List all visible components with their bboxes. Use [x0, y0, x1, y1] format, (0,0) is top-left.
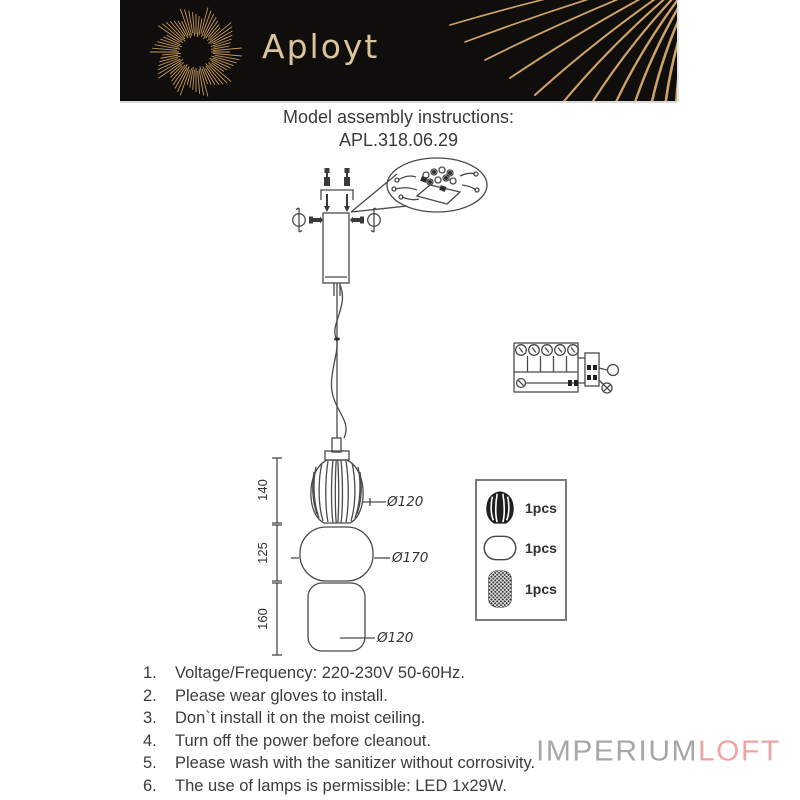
instruction-number: 3. [143, 709, 157, 728]
part-row-crosshatch-shade [482, 568, 560, 610]
part-qty: 1pcs [525, 500, 557, 516]
watermark-part1: IMPERIUM [536, 735, 698, 768]
model-number: APL.318.06.29 [338, 130, 459, 150]
dim-top-height: 140 [255, 479, 270, 501]
dim-top-diameter: Ø120 [387, 494, 424, 510]
instruction-text: Don`t install it on the moist ceiling. [175, 709, 426, 728]
instruction-item [143, 685, 703, 708]
brand-name: Aployt [262, 27, 380, 66]
sunburst-logo-icon [146, 2, 246, 102]
dimension-lines [255, 458, 428, 655]
dim-middle-diameter: Ø170 [392, 550, 429, 566]
instruction-number: 1. [143, 664, 157, 682]
dim-bottom-diameter: Ø120 [377, 630, 414, 646]
instruction-text: Turn off the power before cleanout. [175, 731, 431, 750]
page-title: Model assembly instructions: [282, 107, 515, 127]
terminal-callout-drawing [351, 158, 487, 212]
instruction-text: Voltage/Frequency: 220-230V 50-60Hz. [175, 664, 465, 682]
suspension-cable-drawing [331, 283, 346, 438]
dim-bottom-height: 160 [255, 608, 270, 630]
instruction-number: 2. [143, 686, 157, 705]
instruction-number: 4. [143, 731, 157, 750]
instruction-item [143, 707, 703, 730]
part-qty: 1pcs [525, 540, 557, 556]
crosshatch-shade-icon [482, 568, 518, 610]
instruction-text: The use of lamps is permissible: LED 1x29W. [175, 776, 507, 795]
brand-header [120, 0, 677, 101]
pendant-lamp-drawing [300, 438, 373, 651]
instruction-text: Please wash with the sanitizer without corrosivity. [175, 754, 536, 773]
canopy-mount-drawing [293, 168, 381, 283]
title-block [120, 106, 677, 152]
part-row-smooth-shade [482, 532, 560, 564]
smooth-oval-shade-icon [482, 532, 518, 564]
ribbed-shade-icon [482, 488, 518, 528]
instruction-text: Please wear gloves to install. [175, 686, 388, 705]
instructions-list [143, 662, 703, 798]
instruction-item [143, 775, 703, 798]
instruction-number: 5. [143, 754, 157, 773]
watermark-part2: LOFT [698, 735, 781, 768]
corner-rays-decoration [417, 0, 677, 101]
imperiumloft-watermark [536, 736, 781, 768]
parts-list-box [475, 479, 567, 621]
wiring-diagram [514, 343, 619, 393]
part-qty: 1pcs [525, 581, 557, 597]
part-row-ribbed-shade [482, 488, 560, 528]
assembly-drawing [0, 150, 800, 665]
instruction-item [143, 662, 703, 685]
dim-middle-height: 125 [255, 542, 270, 564]
instruction-number: 6. [143, 776, 157, 795]
